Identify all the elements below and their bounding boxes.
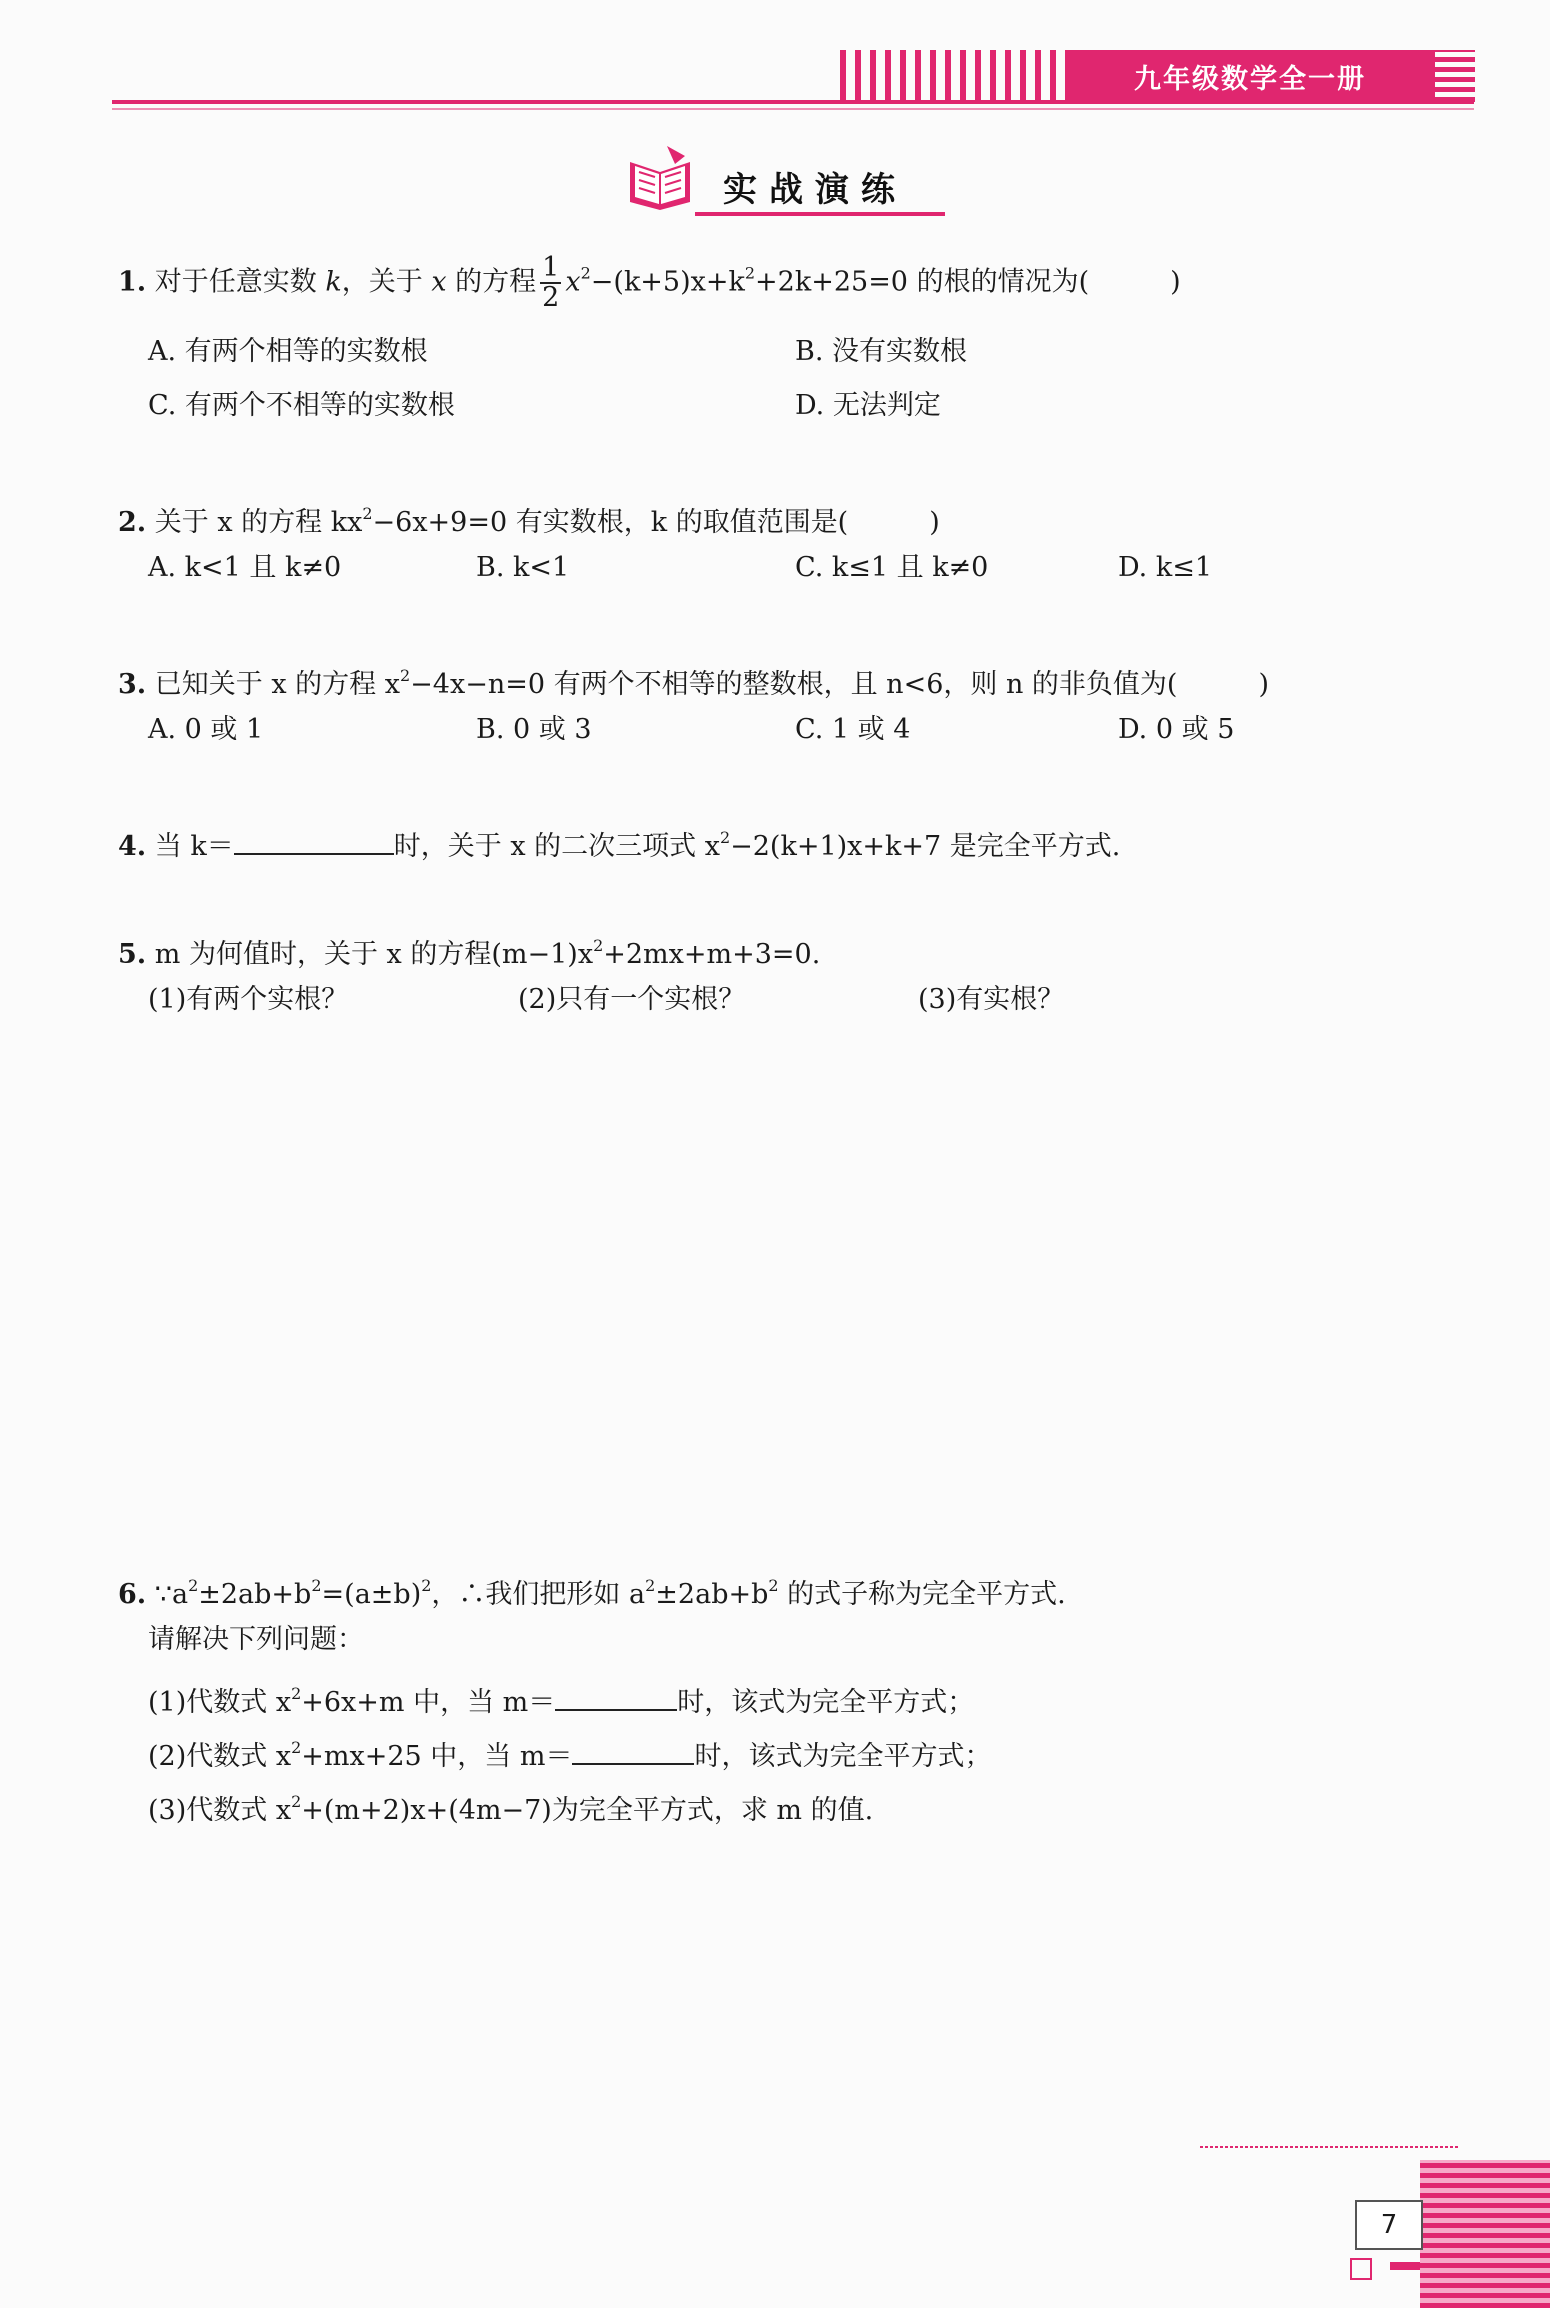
question-number: 6. bbox=[118, 1579, 147, 1610]
q1-option-a: A. 有两个相等的实数根 bbox=[148, 336, 428, 367]
q6-part-2: (2)代数式 $x^2+mx+25$ 中，当 m＝ 时，该式为完全平方式； bbox=[148, 1730, 991, 1775]
header-rule bbox=[112, 100, 1474, 104]
header-rule-thin bbox=[112, 108, 1474, 110]
q2-stem2: −6x+9=0 有实数根，k 的取值范围是( ) bbox=[372, 507, 940, 538]
q4-text3: −2(k+1)x+k+7 是完全平方式. bbox=[730, 831, 1121, 862]
question-1: 1. 对于任意实数 k，关于 x 的方程 $\frac{1}{2}$ $x^2-(k+5)x+k^2+2k+25=0$ 的根的情况为( ) bbox=[118, 252, 1181, 313]
question-6: 6. $\because a^2\pm 2ab+b^2=(a\pm b)^2$，∴我们把形如 $a^2\pm 2ab+b^2$ 的式子称为完全平方式. bbox=[118, 1576, 1066, 1610]
q4-text: 当 k＝ bbox=[154, 831, 234, 862]
q5-stem2: +2mx+m+3=0. bbox=[603, 939, 821, 970]
q3-stem: 已知关于 x 的方程 x bbox=[154, 669, 400, 700]
q3-option-b: B. 0 或 3 bbox=[476, 714, 592, 745]
q5-part-3: (3)有实根？ bbox=[918, 984, 1065, 1015]
q2-option-a: A. k<1 且 k≠0 bbox=[148, 552, 342, 583]
question-number: 1. bbox=[118, 266, 147, 298]
q6-part-1: (1)代数式 $x^2+6x+m$ 中，当 m＝ 时，该式为完全平方式； bbox=[148, 1676, 974, 1721]
footer-dotted-rule bbox=[1200, 2146, 1460, 2148]
question-2: 2. 关于 x 的方程 $kx^2-6x+9=0$ 有实数根，k 的取值范围是( ) bbox=[118, 504, 940, 538]
q1-var-x: x bbox=[431, 266, 447, 298]
section-title bbox=[625, 140, 945, 220]
fraction: $\frac{1}{2}$ bbox=[542, 252, 560, 313]
q1-text4: 的根的情况为( ) bbox=[916, 266, 1181, 298]
question-number: 3. bbox=[118, 669, 147, 700]
footer-stripes bbox=[1420, 2160, 1550, 2308]
q1-expr2: +2k+25=0 bbox=[755, 266, 908, 298]
answer-blank[interactable] bbox=[234, 825, 394, 855]
header-stripes bbox=[840, 50, 1065, 102]
q3-option-a: A. 0 或 1 bbox=[148, 714, 264, 745]
book-title: 九年级数学全一册 bbox=[1065, 50, 1435, 102]
q1-text: 对于任意实数 bbox=[154, 266, 317, 298]
q2-option-b: B. k<1 bbox=[476, 552, 570, 583]
footer-bar bbox=[1390, 2262, 1420, 2270]
question-number: 2. bbox=[118, 507, 147, 538]
q2-option-c: C. k≤1 且 k≠0 bbox=[795, 552, 989, 583]
q6-intro: 请解决下列问题： bbox=[148, 1624, 364, 1655]
q1-option-c: C. 有两个不相等的实数根 bbox=[148, 390, 455, 421]
q6-part-3: (3)代数式 $x^2+(m+2)x+(4m-7)$为完全平方式，求 m 的值. bbox=[148, 1792, 874, 1826]
question-3: 3. 已知关于 x 的方程 $x^2-4x-n=0$ 有两个不相等的整数根，且 n<6，则 n 的非负值为( ) bbox=[118, 666, 1269, 700]
q2-option-d: D. k≤1 bbox=[1118, 552, 1213, 583]
question-5: 5. m 为何值时，关于 x 的方程$(m-1)x^2+2mx+m+3=0$. bbox=[118, 936, 821, 970]
q2-stem: 关于 x 的方程 kx bbox=[154, 507, 363, 538]
question-4: 4. 当 k＝ 时，关于 x 的二次三项式 $x^2-2(k+1)x+k+7$ 是完全平方式. bbox=[118, 820, 1120, 865]
q1-option-b: B. 没有实数根 bbox=[795, 336, 968, 367]
answer-blank[interactable] bbox=[555, 1681, 677, 1711]
footer-square-icon bbox=[1350, 2258, 1372, 2280]
page-number: 7 bbox=[1355, 2200, 1423, 2250]
q1-expr: −(k+5)x+k bbox=[590, 266, 745, 298]
q5-stem: m 为何值时，关于 x 的方程(m−1)x bbox=[154, 939, 594, 970]
section-title-underline bbox=[695, 212, 945, 216]
question-number: 4. bbox=[118, 831, 147, 862]
q5-part-1: (1)有两个实根？ bbox=[148, 984, 349, 1015]
answer-blank[interactable] bbox=[572, 1735, 694, 1765]
q1-text2: ，关于 bbox=[341, 266, 423, 298]
q3-option-c: C. 1 或 4 bbox=[795, 714, 911, 745]
question-number: 5. bbox=[118, 939, 147, 970]
section-title-text: 实战演练 bbox=[723, 170, 907, 210]
header-right-stripes bbox=[1435, 50, 1475, 102]
q1-option-d: D. 无法判定 bbox=[795, 390, 941, 421]
q1-var-k: k bbox=[325, 266, 342, 298]
book-icon bbox=[625, 142, 695, 212]
q5-part-2: (2)只有一个实根？ bbox=[518, 984, 746, 1015]
q1-text3: 的方程 bbox=[455, 266, 537, 298]
q3-stem2: −4x−n=0 有两个不相等的整数根，且 n<6，则 n 的非负值为( ) bbox=[410, 669, 1269, 700]
q3-option-d: D. 0 或 5 bbox=[1118, 714, 1235, 745]
q4-text2: 时，关于 x 的二次三项式 x bbox=[393, 831, 720, 862]
